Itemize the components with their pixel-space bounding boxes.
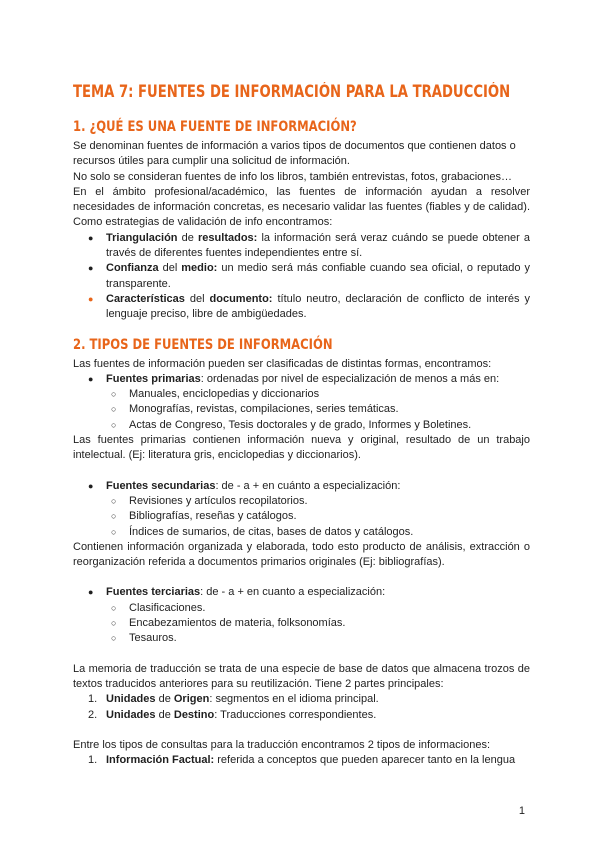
numbered-item-unidades-destino: 2. Unidades de Destino: Traducciones correspondientes. xyxy=(88,708,377,721)
numbered-item-unidades-origen: 1. Unidades de Origen: segmentos en el idioma principal. xyxy=(88,693,379,706)
section-2-intro: Las fuentes de información pueden ser clasificadas de distintas formas, encontramos: xyxy=(73,357,492,370)
list-item-fuentes-primarias: ● Fuentes primarias: ordenadas por nivel de especialización de menos a más en: xyxy=(88,372,530,387)
section-1-paragraph-1: Se denominan fuentes de información a varios tipos de documentos que contienen datos o recursos útiles para cumplir una solicitud de información. xyxy=(73,140,516,168)
primary-sources-note: Las fuentes primarias contienen información nueva y original, resultado de un trabajo intelectual. (Ej: literatura gris, enciclopedias y diccionarios). xyxy=(73,434,530,462)
document-title: TEMA 7: FUENTES DE INFORMACIÓN PARA LA TRADUCCIÓN xyxy=(73,82,511,101)
list-item-triangulacion: ● Triangulación de resultados: la información será veraz cuándo se puede obtener a través de diferentes fuentes independientes entre sí. xyxy=(88,231,530,262)
section-1-paragraph-2: No solo se consideran fuentes de info los libros, también entrevistas, fotos, grabaciones… xyxy=(73,170,513,183)
sublist-item: ○ Tesauros. xyxy=(111,631,530,646)
section-2-heading: 2. TIPOS DE FUENTES DE INFORMACIÓN xyxy=(73,336,333,353)
list-item-fuentes-terciarias: ● Fuentes terciarias: de - a + en cuanto a especialización: xyxy=(88,585,530,600)
sublist-item: ○ Manuales, enciclopedias y diccionarios xyxy=(111,387,530,402)
sublist-item: ○ Monografías, revistas, compilaciones, series temáticas. xyxy=(111,402,530,417)
section-1-paragraph-3: En el ámbito profesional/académico, las fuentes de información ayudan a resolver necesidades de información concretas, es necesario validar las fuentes (fiables y de calidad). Como estrategias de validación de info encontramos: xyxy=(73,185,530,229)
list-item-fuentes-secundarias: ● Fuentes secundarias: de - a + en cuánto a especialización: xyxy=(88,479,530,494)
numbered-item-informacion-factual: 1. Información Factual: referida a conceptos que pueden aparecer tanto en la lengua xyxy=(88,754,516,767)
page-number: 1 xyxy=(518,805,525,817)
sublist-item: ○ Bibliografías, reseñas y catálogos. xyxy=(111,509,530,524)
query-types-list xyxy=(73,753,530,768)
section-1-heading: 1. ¿QUÉ ES UNA FUENTE DE INFORMACIÓN? xyxy=(73,119,357,135)
sublist-item: ○ Revisiones y artículos recopilatorios. xyxy=(111,494,530,509)
sublist-item: ○ Actas de Congreso, Tesis doctorales y de grado, Informes y Boletines. xyxy=(111,418,530,433)
query-types-paragraph: Entre los tipos de consultas para la traducción encontramos 2 tipos de informaciones: xyxy=(73,738,491,751)
validation-strategies-list xyxy=(73,231,530,323)
secondary-sources-list xyxy=(73,479,530,494)
list-item-caracteristicas: ● Características del documento: título neutro, declaración de conflicto de interés y lenguaje preciso, libre de ambigüedades. xyxy=(88,292,530,323)
sublist-item: ○ Encabezamientos de materia, folksonomías. xyxy=(111,616,530,631)
sublist-item: ○ Clasificaciones. xyxy=(111,601,530,616)
tertiary-sources-sublist xyxy=(73,601,530,647)
primary-sources-list xyxy=(73,372,530,387)
list-item-confianza: ● Confianza del medio: un medio será más confiable cuando sea oficial, o reputado y transparente. xyxy=(88,261,530,292)
translation-memory-paragraph: La memoria de traducción se trata de una especie de base de datos que almacena trozos de textos traducidos anteriores para su reutilización. Tiene 2 partes principales: xyxy=(73,662,530,690)
primary-sources-sublist xyxy=(73,387,530,433)
secondary-sources-note: Contienen información organizada y elaborada, todo esto producto de análisis, extracción o reorganización referida a documentos primarios originales (Ej: bibliografías). xyxy=(73,540,530,569)
sublist-item: ○ Índices de sumarios, de citas, bases de datos y catálogos. xyxy=(111,525,530,540)
tertiary-sources-list xyxy=(73,585,530,600)
secondary-sources-sublist xyxy=(73,494,530,540)
translation-memory-parts-list xyxy=(73,692,530,723)
